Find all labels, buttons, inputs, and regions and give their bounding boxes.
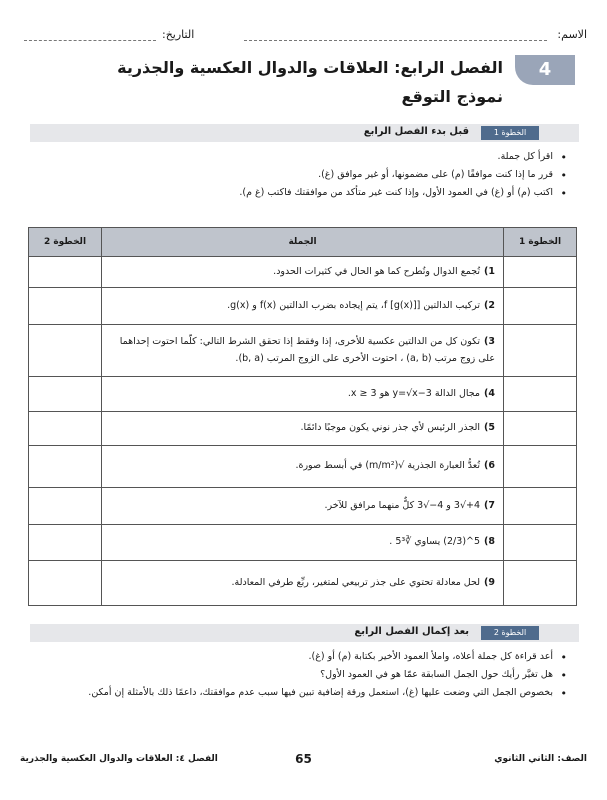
header-line: [14, 28, 593, 48]
anticipation-table: [28, 227, 577, 606]
row-number: 7): [484, 499, 495, 511]
sentence-text: تكون كل من الدالتين عكسية للأخرى، إذا وفقط إذا تحقق الشرط التالي: كلّما احتوت إحداهما على زوج مرتب (a, b) ، احتوت الأخرى على الزوج المرتب (b, a).: [119, 335, 495, 364]
step2-answer-cell[interactable]: [29, 561, 102, 606]
row-number: 4): [484, 387, 495, 399]
row-number: 6): [484, 460, 495, 472]
col-step2-header: الخطوة 2: [29, 228, 102, 257]
row-number: 2): [484, 299, 495, 311]
step2-answer-cell[interactable]: [29, 377, 102, 412]
step1-tag: الخطوة 1: [481, 126, 539, 140]
sentence-cell: [102, 488, 504, 525]
col-step1-header: الخطوة 1: [504, 228, 577, 257]
sentence-cell: [102, 525, 504, 561]
date-label: التاريخ:: [162, 28, 195, 41]
table-row: [29, 525, 577, 561]
chapter-number-badge: 4: [515, 55, 575, 85]
step1-answer-cell[interactable]: [504, 377, 577, 412]
sentence-text: تُجمع الدوال وتُطرح كما هو الحال في كثيرات الحدود.: [273, 265, 481, 277]
sentence-text: مجال الدالة y=√x−3 هو x ≥ 3.: [347, 387, 481, 399]
sentence-cell: [102, 412, 504, 446]
step2-answer-cell[interactable]: [29, 488, 102, 525]
table-row: [29, 288, 577, 325]
name-field-line[interactable]: [244, 40, 547, 41]
page-number: 65: [295, 752, 312, 766]
step1-title: قبل بدء الفصل الرابع: [363, 126, 469, 137]
sentence-text: 4+√3 و 4−√3 كلٌّ منهما مرافق للآخر.: [324, 499, 481, 511]
step1-answer-cell[interactable]: [504, 325, 577, 377]
list-item: • اقرأ كل جملة.: [34, 148, 567, 166]
col-sentence-header: الجملة: [102, 228, 504, 257]
sentence-text: لحل معادلة تحتوي على جذر تربيعي لمتغير، ربِّع طرفي المعادلة.: [231, 576, 481, 588]
step1-answer-cell[interactable]: [504, 412, 577, 446]
step2-instructions: [34, 648, 567, 702]
row-number: 8): [484, 536, 495, 548]
sentence-text: تُعدُّ العبارة الجذرية √(m/m²) في أبسط صورة.: [295, 460, 481, 472]
table-row: [29, 561, 577, 606]
name-label: الاسم:: [557, 28, 587, 41]
step2-bar: [30, 624, 579, 642]
sentence-text: 5^(2/3) يساوي ∛5³ .: [389, 536, 481, 548]
step2-answer-cell[interactable]: [29, 525, 102, 561]
chapter-title: الفصل الرابع: العلاقات والدوال العكسية والجذرية: [117, 58, 503, 77]
step2-answer-cell[interactable]: [29, 257, 102, 288]
step1-answer-cell[interactable]: [504, 288, 577, 325]
row-number: 3): [484, 335, 495, 347]
footer-grade: الصف: الثاني الثانوي: [494, 754, 587, 764]
page-footer: [20, 754, 587, 770]
sentence-cell: [102, 257, 504, 288]
row-number: 1): [484, 265, 495, 277]
sentence-cell: [102, 561, 504, 606]
step1-answer-cell[interactable]: [504, 561, 577, 606]
step2-answer-cell[interactable]: [29, 325, 102, 377]
table-row: [29, 412, 577, 446]
sentence-text: الجذر الرئيس لأي جذر نوني يكون موجبًا دائمًا.: [300, 422, 481, 434]
step1-answer-cell[interactable]: [504, 446, 577, 488]
step2-title: بعد إكمال الفصل الرابع: [354, 626, 469, 637]
row-number: 9): [484, 576, 495, 588]
step2-answer-cell[interactable]: [29, 288, 102, 325]
sentence-cell: [102, 377, 504, 412]
chapter-subtitle: نموذج التوقع: [401, 87, 503, 106]
sentence-cell: [102, 446, 504, 488]
sentence-cell: [102, 288, 504, 325]
table-row: [29, 377, 577, 412]
table-row: [29, 257, 577, 288]
step2-answer-cell[interactable]: [29, 412, 102, 446]
step1-answer-cell[interactable]: [504, 525, 577, 561]
step1-instructions: [34, 148, 567, 202]
table-row: [29, 325, 577, 377]
list-item: • بخصوص الجمل التي وضعت عليها (غ)، استعمل ورقة إضافية تبين فيها سبب عدم موافقتك، داعمًا ذلك بالأمثلة إن أمكن.: [34, 684, 567, 702]
sentence-cell: [102, 325, 504, 377]
footer-chapter: الفصل ٤: العلاقات والدوال العكسية والجذرية: [20, 754, 218, 764]
step1-answer-cell[interactable]: [504, 488, 577, 525]
table-row: [29, 488, 577, 525]
list-item: • اكتب (م) أو (غ) في العمود الأول، وإذا كنت غير متأكد من موافقتك فاكتب (غ م).: [34, 184, 567, 202]
sentence-text: تركيب الدالتين [f [g(x)]، يتم إيجاده بضرب الدالتين f(x) و g(x).: [227, 299, 481, 311]
step2-answer-cell[interactable]: [29, 446, 102, 488]
step1-bar: [30, 124, 579, 142]
list-item: • أعد قراءة كل جملة أعلاه، واملأ العمود الأخير بكتابة (م) أو (غ).: [34, 648, 567, 666]
list-item: • قرر ما إذا كنت موافقًا (م) على مضمونها، أو غير موافق (غ).: [34, 166, 567, 184]
list-item: • هل تغيَّر رأيك حول الجمل السابقة عمّا هو في العمود الأول؟: [34, 666, 567, 684]
row-number: 5): [484, 422, 495, 434]
step2-tag: الخطوة 2: [481, 626, 539, 640]
table-row: [29, 446, 577, 488]
date-field-line[interactable]: [24, 40, 156, 41]
step1-answer-cell[interactable]: [504, 257, 577, 288]
table-header-row: [29, 228, 577, 257]
